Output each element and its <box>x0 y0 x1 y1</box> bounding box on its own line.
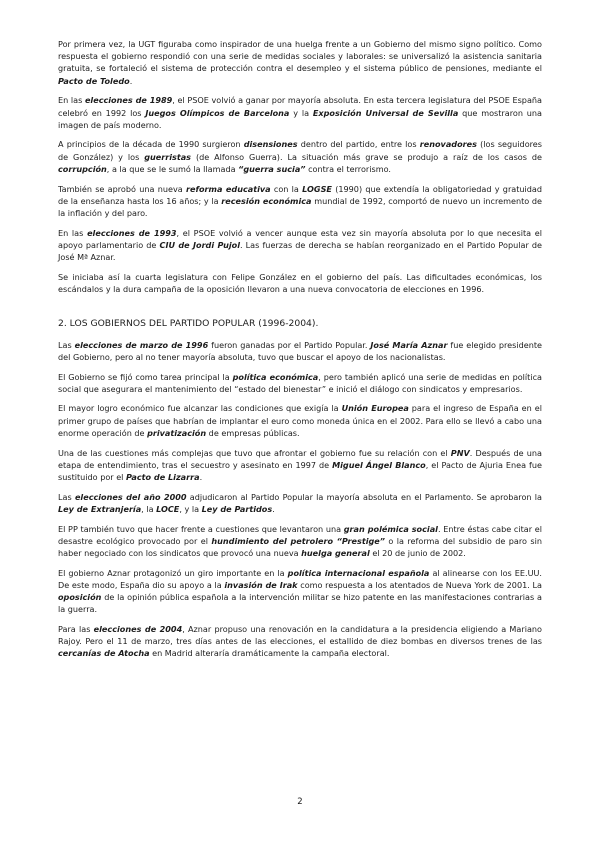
paragraph <box>58 339 542 363</box>
emphasized-term: LOCE <box>156 503 180 514</box>
text-run: Las <box>58 491 75 502</box>
emphasized-term: Pacto de Toledo <box>58 75 130 86</box>
emphasized-term: Exposición Universal de Sevilla <box>312 107 459 118</box>
emphasized-term: Pacto de Lizarra <box>126 471 200 482</box>
paragraph <box>58 447 542 484</box>
emphasized-term: elecciones del año 2000 <box>74 491 187 502</box>
paragraph <box>58 523 542 560</box>
text-run: con la <box>270 183 303 194</box>
page-number: 2 <box>297 797 303 807</box>
section-pp-governments <box>58 339 542 660</box>
emphasized-term: Miguel Ángel Blanco <box>332 459 426 470</box>
emphasized-term: gran polémica social <box>343 523 438 534</box>
document-page <box>58 38 542 667</box>
text-run: (los seguidores de González) y los <box>58 139 542 162</box>
text-run: El PP también tuvo que hacer frente a cuestiones que levantaron una <box>58 523 344 534</box>
text-run: En las <box>58 227 88 238</box>
text-run: Se iniciaba así la cuarta legislatura con Felipe González en el gobierno del país. Las dificultades económicas, los escándalos y la dura campaña de la oposición llevaron a una nueva convocatoria de elecciones en 1996. <box>58 271 542 294</box>
emphasized-term: LOGSE <box>302 183 332 194</box>
text-run: mundial de 1992, comportó de nuevo un incremento de la inflación y del paro. <box>58 195 543 218</box>
emphasized-term: guerristas <box>144 151 192 162</box>
text-run: adjudicaron al Partido Popular la mayoría absoluta en el Parlamento. Se aprobaron la <box>186 491 542 502</box>
text-run: . <box>272 503 275 514</box>
text-run: contra el terrorismo. <box>305 163 391 174</box>
paragraph <box>58 402 542 439</box>
emphasized-term: cercanías de Atocha <box>58 648 150 659</box>
section-psoe-governments <box>58 38 542 295</box>
paragraph <box>58 371 542 395</box>
paragraph <box>58 183 542 220</box>
text-run: fueron ganadas por el Partido Popular. <box>208 339 371 350</box>
text-run: A principios de la década de 1990 surgieron <box>58 139 244 150</box>
paragraph <box>58 94 542 131</box>
text-run: El mayor logro económico fue alcanzar las condiciones que exigía la <box>58 403 342 414</box>
text-run: el 20 de junio de 2002. <box>369 548 466 558</box>
paragraph <box>58 623 542 660</box>
emphasized-term: invasión de Irak <box>224 579 298 590</box>
emphasized-term: huelga general <box>301 548 370 558</box>
text-run: al alinearse con los EE.UU. De este modo, España dio su apoyo a la <box>58 567 543 590</box>
paragraph <box>58 138 542 175</box>
emphasized-term: “guerra sucia” <box>238 163 306 174</box>
emphasized-term: Juegos Olímpicos de Barcelona <box>145 107 290 118</box>
text-run: , a la que se le sumó la llamada <box>106 163 239 174</box>
text-run: , el PSOE volvió a vencer aunque esta vez sin mayoría absoluta por lo que necesita el apoyo parlamentario de <box>58 227 542 250</box>
emphasized-term: José María Aznar <box>370 339 448 350</box>
emphasized-term: política económica <box>232 371 319 382</box>
text-run: . <box>129 75 133 86</box>
text-run: Las <box>58 339 75 350</box>
text-run: . Las fuerzas de derecha se habían reorganizado en el Partido Popular de José Mª Aznar. <box>58 239 542 263</box>
text-run: para el ingreso de España en el primer grupo de países que habrían de implantar el euro como moneda única en el 2002. Para ello se llevó a cabo una enorme operación de <box>58 403 542 438</box>
emphasized-term: Unión Europea <box>341 403 409 414</box>
text-run: , pero también aplicó una serie de medidas en política social que asegurara el mantenimiento del “estado del bienestar” e inició el diálogo con sindicatos y empresarios. <box>58 371 542 394</box>
paragraph <box>58 227 542 264</box>
emphasized-term: Ley de Partidos <box>201 503 273 514</box>
text-run: El Gobierno se fijó como tarea principal la <box>58 371 233 382</box>
emphasized-term: corrupción <box>58 163 107 174</box>
text-run: y la <box>289 107 313 118</box>
text-run: El gobierno Aznar protagonizó un giro importante en la <box>58 567 288 578</box>
emphasized-term: disensiones <box>243 139 298 150</box>
text-run: (de Alfonso Guerra). La situación más grave se produjo a raíz de los casos de <box>191 151 542 162</box>
paragraph <box>58 271 542 295</box>
emphasized-term: reforma educativa <box>185 183 271 194</box>
emphasized-term: hundimiento del petrolero “Prestige” <box>211 535 385 546</box>
text-run: (1990) que extendía la obligatoriedad y gratuidad de la enseñanza hasta los 16 años; y la <box>58 183 543 206</box>
text-run: . <box>199 471 203 482</box>
text-run: como respuesta a los atentados de Nueva York de 2001. La <box>297 579 542 590</box>
text-run: En las <box>58 95 85 106</box>
text-run: . Después de una etapa de entendimiento, tras el secuestro y asesinato en 1997 de <box>58 447 542 470</box>
text-run: que mostraron una imagen de país moderno. <box>58 107 543 130</box>
emphasized-term: renovadores <box>419 139 477 150</box>
text-run: , el Pacto de Ajuria Enea fue sustituido por el <box>58 459 543 482</box>
text-run: , la <box>141 503 157 514</box>
text-run: o la reforma del subsidio de paro sin haber negociado con los sindicatos que provocó una nueva <box>58 535 542 558</box>
text-run: en Madrid alteraría dramáticamente la campaña electoral. <box>149 648 390 659</box>
text-run: , el PSOE volvió a ganar por mayoría absoluta. En esta tercera legislatura del PSOE España celebró en 1992 los <box>58 95 542 118</box>
section-heading: 2. LOS GOBIERNOS DEL PARTIDO POPULAR (1996-2004). <box>58 318 319 330</box>
paragraph <box>58 491 542 515</box>
text-run: Para las <box>58 624 94 635</box>
emphasized-term: PNV <box>450 447 470 458</box>
emphasized-term: elecciones de 1989 <box>84 95 173 106</box>
emphasized-term: CIU de Jordi Pujol <box>159 239 240 250</box>
text-run: , y la <box>179 503 202 514</box>
emphasized-term: oposición <box>58 592 102 603</box>
text-run: dentro del partido, entre los <box>297 139 420 150</box>
paragraph <box>58 38 542 87</box>
paragraph <box>58 567 542 616</box>
text-run: Una de las cuestiones más complejas que tuvo que afrontar el gobierno fue su relación con el <box>58 447 451 458</box>
emphasized-term: recesión económica <box>221 195 312 206</box>
text-run: de la opinión pública española a la intervención militar se hizo patente en las manifestaciones contrarias a la guerra. <box>58 592 542 615</box>
emphasized-term: Ley de Extranjería <box>58 503 142 514</box>
emphasized-term: elecciones de 2004 <box>93 624 183 635</box>
text-run: Por primera vez, la UGT figuraba como inspirador de una huelga frente a un Gobierno del mismo signo político. Como respuesta el gobierno respondió con una serie de medidas sociales y laborales: se universalizó la asistencia sanitaria gratuita, se fortaleció el sistema de protección contra el desempleo y el sistema público de pensiones, mediante el <box>58 39 542 74</box>
emphasized-term: política internacional española <box>287 567 430 578</box>
text-run: También se aprobó una nueva <box>58 183 186 194</box>
text-run: , Aznar propuso una renovación en la candidatura a la presidencia eligiendo a Mariano Rajoy. Pero el 11 de marzo, tres días antes de las elecciones, el estallido de diez bombas en diversos trenes de las <box>58 624 542 647</box>
emphasized-term: privatización <box>147 427 207 438</box>
text-run: fue elegido presidente del Gobierno, pero al no tener mayoría absoluta, tuvo que buscar el apoyo de los nacionalistas. <box>58 339 542 362</box>
emphasized-term: elecciones de 1993 <box>87 227 177 238</box>
text-run: de empresas públicas. <box>206 427 300 438</box>
emphasized-term: elecciones de marzo de 1996 <box>74 339 209 350</box>
text-run: . Entre éstas cabe citar el desastre ecológico provocado por el <box>58 523 542 546</box>
